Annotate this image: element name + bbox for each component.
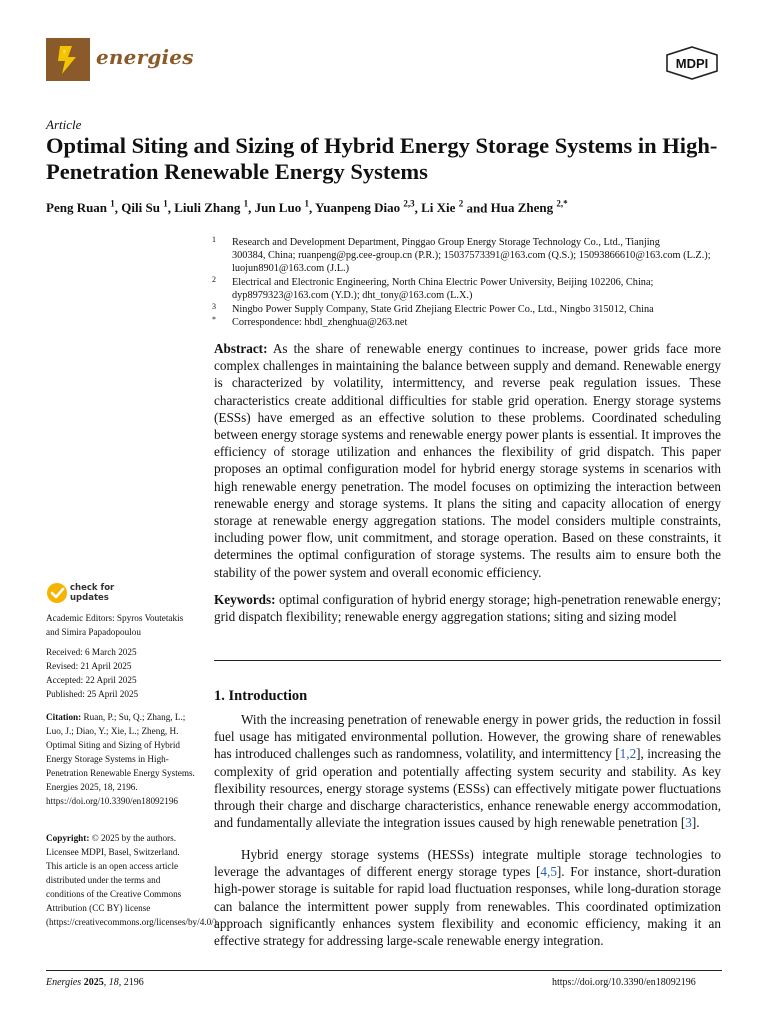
article-type: Article [46, 117, 82, 132]
abstract-label: Abstract: [214, 341, 268, 356]
footer-year: 2025 [83, 977, 104, 988]
check-updates-line-1: check for [70, 583, 115, 593]
author-affiliation-ref: 2 [458, 199, 464, 209]
intro-paragraph-1 [214, 711, 721, 831]
footer-citation: Energies 2025, 18, 2196 [46, 977, 144, 988]
author-name[interactable]: Qili Su $^1$ [121, 199, 168, 216]
affiliation-item [214, 236, 724, 275]
mdpi-logo [664, 46, 720, 80]
copyright-label: Copyright: [46, 833, 90, 843]
date-line: Accepted: 22 April 2025 [46, 675, 137, 685]
date-line: Revised: 21 April 2025 [46, 661, 132, 671]
footer-journal: Energies [46, 977, 82, 988]
affiliation-line: luojun8901@163.com (J.L.) [232, 263, 350, 274]
paragraph-text: ]. For instance, short-duration high-power storage is suitable for rapid load fluctuation responses, while long-duration storage can balance the intermittent power supply from renewables. This coordinated optimization approach significantly enhances system flexibility and economic efficiency, making it an effective strategy for addressing large-scale renewable energy integration. [214, 864, 721, 949]
author-list: Peng Ruan $^1$, Qili Su $^1$, Liuli Zhang $^1$, Jun Luo $^1$, Yuanpeng Diao $^{2,3}$, Li Xie $^2$ and Hua Zheng $^{2,*}$ [46, 199, 568, 216]
author-affiliation-ref: 1 [243, 199, 249, 209]
paragraph-text: With the increasing penetration of renewable energy in power grids, the reduction in fossil fuel usage has mitigated environmental pollution. However, the growing share of renewables has introduced challenges such as randomness, volatility, and intermittency [ [214, 712, 721, 762]
author-affiliation-ref: 2,3 [403, 199, 415, 209]
page-title: Optimal Siting and Sizing of Hybrid Energy Storage Systems in High-Penetration Renewable Energy Systems [46, 133, 718, 184]
affiliation-line: 300384, China; ruanpeng@pg.cee-group.cn (P.R.); 15037573391@163.com (Q.S.); 15093866610@163.com (L.Z.); [232, 250, 711, 261]
affiliation-line: Electrical and Electronic Engineering, North China Electric Power University, Beijing 102206, China; [232, 277, 654, 288]
affiliation-number: 2 [212, 275, 216, 284]
footer-doi-link[interactable]: https://doi.org/10.3390/en18092196 [552, 977, 696, 988]
affiliation-line: Correspondence: hbdl_zhenghua@263.net [232, 317, 408, 328]
paragraph-text: Hybrid energy storage systems (HESSs) integrate multiple storage technologies to leverage the advantages of different energy storage types [ [214, 847, 721, 880]
affiliation-line: dyp8979323@163.com (Y.D.); dht_tony@163.com (L.X.) [232, 290, 473, 301]
author-name[interactable]: Yuanpeng Diao $^{2,3}$ [315, 199, 415, 216]
citation-label: Citation: [46, 712, 82, 722]
affiliation-number: 1 [212, 235, 216, 244]
abstract [214, 340, 721, 581]
author-name[interactable]: Jun Luo $^1$ [254, 199, 309, 216]
lightning-bolt-icon [46, 38, 90, 81]
citation-link[interactable]: 3 [685, 815, 692, 831]
check-for-updates-badge[interactable] [46, 582, 156, 606]
check-updates-icon [46, 582, 68, 604]
section-divider [214, 660, 721, 661]
paragraph-text: ]. [691, 815, 700, 831]
intro-paragraph-2 [214, 846, 721, 949]
keywords-label: Keywords: [214, 592, 276, 607]
citation-link[interactable]: 1,2 [619, 746, 637, 762]
journal-name: energies [96, 45, 194, 69]
keywords-text: optimal configuration of hybrid energy storage; high-penetration renewable energy; grid dispatch flexibility; renewable energy aggregation stations; siting and sizing model [214, 592, 722, 625]
affiliation-line: Research and Development Department, Pinggao Group Energy Storage Technology Co., Ltd., Tianjing [232, 237, 660, 248]
citation-block [46, 710, 198, 808]
keywords [214, 591, 721, 625]
abstract-text: As the share of renewable energy continues to increase, power grids face more complex challenges in maintaining the balance between supply and demand. Renewable energy is characterized by volatility, intermittency, and reverse peak regulation issues. These characteristics create additional difficulties for stable grid operation. Energy storage systems (ESSs) have emerged as an effective solution to these problems. Coordinated scheduling between energy storage systems and renewable energy power plants is essential. It improves the efficiency of storage utilization and enhances the flexibility of grid dispatch. This paper proposes an optimal configuration model for hybrid energy storage systems in scenarios with high renewable energy penetration. The model focuses on optimizing the interaction between renewable energy and storage systems. It plans the siting and capacity allocation of energy storage at renewable energy aggregation stations. The model considers multiple constraints, including power flow, unit commitment, and storage operation. Based on these constraints, it determines the optimal configuration of storage systems. The results aim to ensure both the stability of the power system and overall economic efficiency. [214, 341, 721, 580]
journal-logo [46, 38, 90, 81]
copyright-block [46, 831, 220, 929]
author-name[interactable]: Hua Zheng $^{2,*}$ [490, 199, 568, 216]
academic-editors: Academic Editors: Spyros Voutetakis and Simira Papadopoulou [46, 613, 184, 637]
footer-volume: 18 [108, 977, 119, 988]
author-affiliation-ref: 1 [110, 199, 115, 209]
author-affiliation-ref: 2,* [556, 199, 568, 209]
author-name[interactable]: Li Xie $^2$ [421, 199, 464, 216]
check-updates-line-2: updates [70, 592, 109, 603]
author-name[interactable]: Liuli Zhang $^1$ [174, 199, 249, 216]
citation-link[interactable]: 4,5 [540, 864, 557, 880]
date-line: Published: 25 April 2025 [46, 689, 139, 699]
author-name[interactable]: Peng Ruan $^1$ [46, 199, 115, 216]
publication-dates [46, 645, 198, 701]
affiliation-number: 3 [212, 302, 216, 311]
copyright-text: © 2025 by the authors. Licensee MDPI, Basel, Switzerland. This article is an open access article distributed under the terms and conditions of the Creative Commons Attribution (CC BY) license (https://creativecommons.org/licenses/by/4.0/). [46, 833, 220, 927]
citation-text: Ruan, P.; Su, Q.; Zhang, L.; Luo, J.; Diao, Y.; Xie, L.; Zheng, H. Optimal Siting and Sizing of Hybrid Energy Storage Systems in High-Penetration Renewable Energy Systems. Energies 2025, 18, 2196. https://doi.org/10.3390/en18092196 [46, 712, 195, 806]
paragraph-text: ], increasing the complexity of grid operation and potentially affecting system security and stability. As key flexibility resources, energy storage systems (ESSs) can effectively mitigate power fluctuations through their charge and discharge characteristics, enhance renewable energy accommodation, and fundamentally alleviate the integration issues caused by high renewable penetration [ [214, 746, 721, 831]
affiliation-item [214, 303, 724, 316]
footer-divider [46, 970, 722, 971]
affiliation-item [214, 276, 724, 302]
affiliation-number: * [212, 315, 216, 324]
affiliation-line: Ningbo Power Supply Company, State Grid Zhejiang Electric Power Co., Ltd., Ningbo 315012, China [232, 304, 654, 315]
author-affiliation-ref: 1 [163, 199, 168, 209]
affiliation-item [214, 316, 724, 329]
author-affiliation-ref: 1 [304, 199, 309, 209]
check-updates-label [70, 584, 114, 603]
date-line: Received: 6 March 2025 [46, 647, 137, 657]
footer-article-number: 2196 [123, 977, 144, 988]
section-heading: 1. Introduction [214, 688, 308, 704]
mdpi-wordmark: MDPI [675, 56, 709, 71]
